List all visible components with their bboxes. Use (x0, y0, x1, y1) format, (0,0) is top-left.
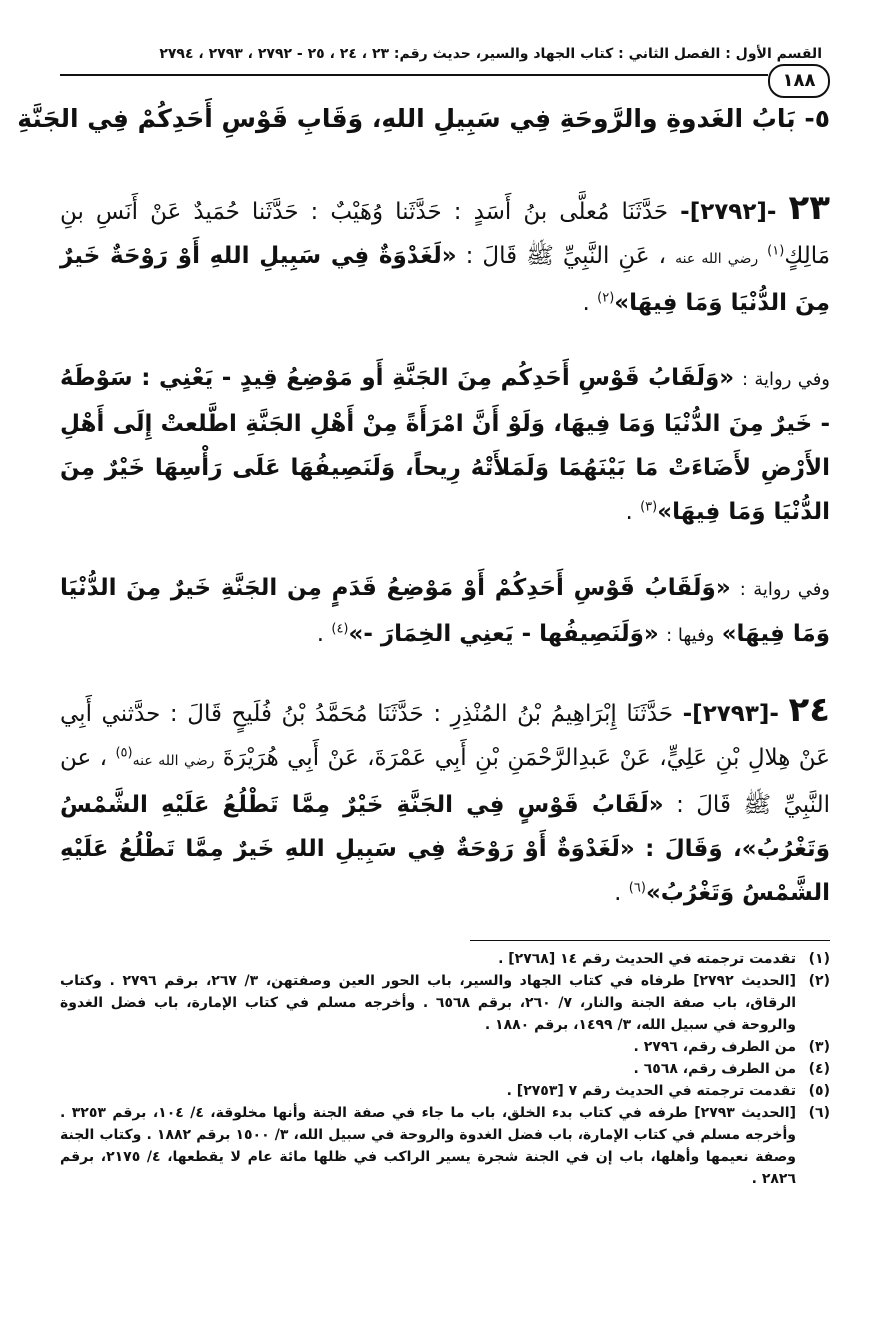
footnote-number: (٦) (808, 1105, 830, 1121)
riwaya-middle: وفيها : (666, 625, 715, 646)
footnote-text: [الحديث ٢٧٩٢] طرفاه في كتاب الجهاد والسير، باب الحور العين وصفتهن، ٣/ ٢٦٧، برقم ٢٧٩٦ . وكتاب الرقاق، باب صفة الجنة والنار، ٧/ ٢٦٠، برقم ٦٥٦٨ . وأخرجه مسلم في كتاب الإمارة، باب فضل الغدوة والروحة في سبيل الله، ٣/ ١٤٩٩، برقم ١٨٨٠ . (60, 973, 796, 1033)
footnote-marker: (٦) (628, 880, 646, 896)
footnote-number: (١) (808, 951, 830, 967)
honorific: رضي الله عنه (675, 251, 759, 267)
footnote-number: (٣) (808, 1039, 830, 1055)
footnote (60, 1080, 830, 1102)
riwaya-text-2: «وَلَنَصِيفُها - يَعنِي الخِمَارَ -» (348, 621, 659, 647)
hadith-23: ٢٣ -[٢٧٩٢]- حَدَّثَنَا مُعلَّى بنُ أَسَدٍ : حَدَّثَنا وُهَيْبٌ : حَدَّثَنا حُمَيدٌ عَنْ أَنَسِ بنِ مَالِكٍ$^{(١)}$ رضي الله عنه ، عَنِ النَّبِيِّ ﷺ قَالَ : «لَغَدْوَةٌ فِي سَبِيلِ اللهِ أَوْ رَوْحَةٌ خَيرٌ مِنَ الدُّنْيَا وَمَا فِيهَا»$^{(٢)}$ . (60, 188, 831, 316)
footnotes (60, 948, 830, 1190)
hadith-number: ٢٣ (788, 188, 830, 228)
footnote (60, 1102, 830, 1190)
footnote-marker: (٥) (115, 745, 133, 761)
hadith-ref: -[٢٧٩٢]- (680, 199, 777, 225)
running-header: القسم الأول : الفصل الثاني : كتاب الجهاد والسير، حديث رقم: ٢٣ ، ٢٤ ، ٢٥ - ٢٧٩٢ ، ٢٧٩٣ ، ٢٧٩٤ (159, 46, 822, 62)
honorific: رضي الله عنه (132, 753, 215, 769)
footnote-marker: (٣) (640, 499, 658, 515)
riwaya-2: وفي رواية : «وَلَقَابُ قَوْسِ أَحَدِكُمْ أَوْ مَوْضِعُ قَدَمٍ مِن الجَنَّةِ خَيرٌ مِنَ الدُّنْيَا وَمَا فِيهَا» وفيها : «وَلَنَصِيفُها - يَعنِي الخِمَارَ -»$^{(٤)}$ . (60, 575, 830, 647)
footnote-number: (٤) (808, 1061, 830, 1077)
footnote-text: من الطرف رقم، ٢٧٩٦ . (633, 1039, 796, 1055)
hadith-ref: -[٢٧٩٣]- (682, 701, 779, 727)
footnote (60, 970, 830, 1036)
footnote-number: (٥) (808, 1083, 830, 1099)
hadith-matn: «لَقَابُ قَوْسٍ فِي الجَنَّةِ خَيْرٌ مِمَّا تَطْلُعُ عَلَيْهِ الشَّمْسُ وَتَغْرُبُ»، وَقَالَ : «لَغَدْوَةٌ أَوْ رَوْحَةٌ فِي سَبِيلِ اللهِ خَيرٌ مِمَّا تَطْلُعُ عَلَيْهِ الشَّمْسُ وَتَغْرُبُ» (60, 792, 830, 906)
footnote-text: تقدمت ترجمته في الحديث رقم ٧ [٢٧٥٣] . (506, 1083, 796, 1099)
footnote (60, 948, 830, 970)
riwaya-intro: وفي رواية : (742, 369, 831, 390)
footnote-marker: (٤) (331, 621, 349, 637)
riwaya-text: «وَلَقَابُ قَوْسِ أَحَدِكُم مِنَ الجَنَّةِ أَو مَوْضِعُ قِيدٍ - يَعْنِي : سَوْطَهُ - خَيرٌ مِنَ الدُّنْيَا وَمَا فِيهَا، وَلَوْ أَنَّ امْرَأَةً مِنْ أَهْلِ الجَنَّةِ اطَّلعتْ إِلَى أَهْلِ الأَرْضِ لأَضَاءَتْ مَا بَيْنَهُمَا وَلَمَلأَتْهُ رِيحاً، وَلَنَصِيفُهَا عَلَى رَأْسِهَا خَيْرٌ مِنَ الدُّنْيَا وَمَا فِيهَا» (60, 365, 830, 525)
hadith-isnad: حَدَّثَنَا مُعلَّى بنُ أَسَدٍ : حَدَّثَنا وُهَيْبٌ : حَدَّثَنا حُمَيدٌ عَنْ أَنَسِ بنِ مَالِكٍ (60, 199, 831, 269)
footnote (60, 1058, 830, 1080)
footnote-number: (٢) (808, 973, 830, 989)
footnote-marker: (٢) (597, 290, 615, 306)
hadith-number: ٢٤ (788, 690, 831, 730)
riwaya-intro: وفي رواية : (739, 579, 830, 600)
footnote (60, 1036, 830, 1058)
footnote-text: من الطرف رقم، ٦٥٦٨ . (633, 1061, 796, 1077)
riwaya-1: وفي رواية : «وَلَقَابُ قَوْسِ أَحَدِكُم مِنَ الجَنَّةِ أَو مَوْضِعُ قِيدٍ - يَعْنِي : سَوْطَهُ - خَيرٌ مِنَ الدُّنْيَا وَمَا فِيهَا، وَلَوْ أَنَّ امْرَأَةً مِنْ أَهْلِ الجَنَّةِ اطَّلعتْ إِلَى أَهْلِ الأَرْضِ لأَضَاءَتْ مَا بَيْنَهُمَا وَلَمَلأَتْهُ رِيحاً، وَلَنَصِيفُهَا عَلَى رَأْسِهَا خَيْرٌ مِنَ الدُّنْيَا وَمَا فِيهَا»$^{(٣)}$ . (60, 365, 831, 525)
riwaya-text: «وَلَقَابُ قَوْسِ أَحَدِكُمْ أَوْ مَوْضِعُ قَدَمٍ مِن الجَنَّةِ خَيرٌ مِنَ الدُّنْيَا وَمَا فِيهَا» (60, 575, 830, 647)
hadith-matn: «لَغَدْوَةٌ فِي سَبِيلِ اللهِ أَوْ رَوْحَةٌ خَيرٌ مِنَ الدُّنْيَا وَمَا فِيهَا» (60, 243, 830, 316)
page-number: ١٨٨ (768, 64, 830, 98)
hadith-24: ٢٤ -[٢٧٩٣]- حَدَّثَنَا إِبْرَاهِيمُ بْنُ المُنْذِرِ : حَدَّثَنَا مُحَمَّدُ بْنُ فُلَيحٍ قَالَ : حدَّثني أَبِي عَنْ هِلالِ بْنِ عَلِيٍّ، عَنْ عَبدِالرَّحْمَنِ بْنِ أَبِي عَمْرَةَ، عَنْ أَبِي هُرَيْرَةَ رضي الله عنه$^{(٥)}$ ، عن النَّبِيِّ ﷺ قَالَ : «لَقَابُ قَوْسٍ فِي الجَنَّةِ خَيْرٌ مِمَّا تَطْلُعُ عَلَيْهِ الشَّمْسُ وَتَغْرُبُ»، وَقَالَ : «لَغَدْوَةٌ أَوْ رَوْحَةٌ فِي سَبِيلِ اللهِ خَيرٌ مِمَّا تَطْلُعُ عَلَيْهِ الشَّمْسُ وَتَغْرُبُ»$^{(٦)}$ . (60, 690, 831, 906)
hadith-connector: ، عن النَّبِيِّ ﷺ قَالَ : (60, 745, 830, 818)
chapter-title: ٥- بَابُ الغَدوةِ والرَّوحَةِ فِي سَبِيلِ اللهِ، وَقَابِ قَوْسِ أَحَدِكُمْ فِي الجَنَّةِ (17, 104, 830, 133)
hadith-isnad: حَدَّثَنَا إِبْرَاهِيمُ بْنُ المُنْذِرِ : حَدَّثَنَا مُحَمَّدُ بْنُ فُلَيحٍ قَالَ : حدَّثني أَبِي عَنْ هِلالِ بْنِ عَلِيٍّ، عَنْ عَبدِالرَّحْمَنِ بْنِ أَبِي عَمْرَةَ، عَنْ أَبِي هُرَيْرَةَ (60, 701, 831, 771)
footnote-rule (470, 940, 830, 941)
footnote-marker: (١) (767, 243, 785, 259)
footnote-text: [الحديث ٢٧٩٣] طرفه في كتاب بدء الخلق، باب ما جاء في صفة الجنة وأنها مخلوقة، ٤/ ١٠٤، برقم ٣٢٥٣ . وأخرجه مسلم في كتاب الإمارة، باب فضل الغدوة والروحة في سبيل الله، ٣/ ١٥٠٠ برقم ١٨٨٢ . وكتاب الجنة وصفة نعيمها وأهلها، باب إن في الجنة شجرة يسير الراكب في ظلها مائة عام لا يقطعها، ٤/ ٢١٧٥، برقم ٢٨٢٦ . (60, 1105, 796, 1187)
footnote-text: تقدمت ترجمته في الحديث رقم ١٤ [٢٧٦٨] . (498, 951, 796, 967)
hadith-connector: ، عَنِ النَّبِيِّ ﷺ قَالَ : (465, 243, 667, 269)
header-rule (60, 74, 768, 76)
